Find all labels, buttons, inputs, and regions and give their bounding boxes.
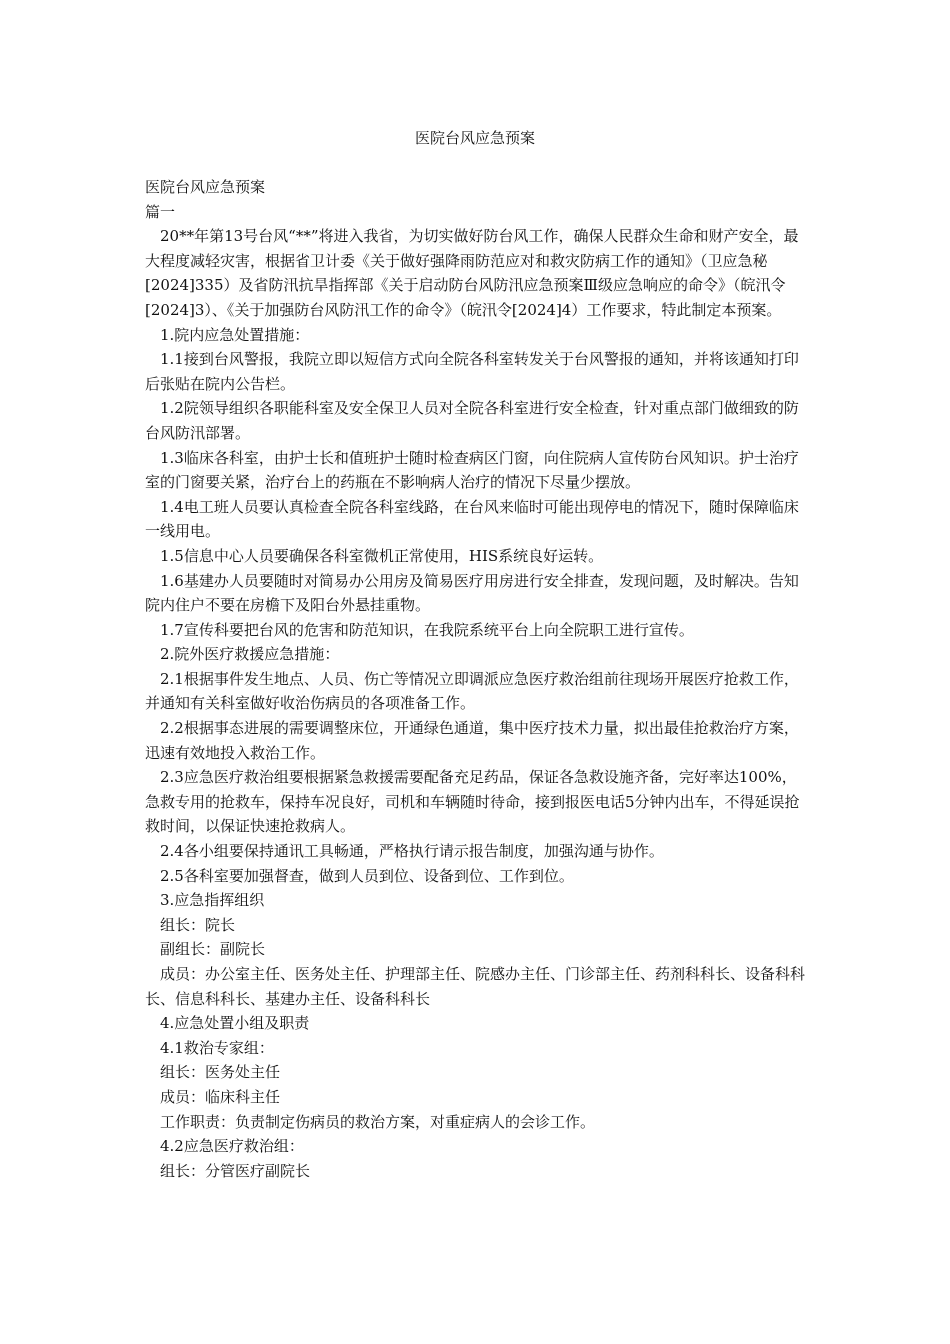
paragraph: 组长：院长 bbox=[160, 915, 236, 934]
paragraph: 4.2应急医疗救治组： bbox=[160, 1137, 304, 1156]
paragraph: 组长：医务处主任 bbox=[160, 1063, 281, 1082]
paragraph: 20**年第13号台风“**”将进入我省，为切实做好防台风工作，确保人民群众生命和财产安全，最大程度减轻灾害，根据省卫计委《关于做好强降雨防范应对和救灾防病工作的通知》（卫应急秘[2024]335）及省防汛抗旱指挥部《关于启动防台风防汛应急预案Ⅲ级应急响应的命令》（皖汛令[2024]3）、《关于加强防台风防汛工作的命令》（皖汛令[2024]4）工作要求，特此制定本预案。 bbox=[145, 227, 799, 319]
paragraph: 1.3临床各科室，由护士长和值班护士随时检查病区门窗，向住院病人宣传防台风知识。护士治疗室的门窗要关紧，治疗台上的药瓶在不影响病人治疗的情况下尽量少摆放。 bbox=[145, 448, 799, 492]
paragraph: 成员：办公室主任、医务处主任、护理部主任、院感办主任、门诊部主任、药剂科科长、设备科科长、信息科科长、基建办主任、设备科科长 bbox=[145, 965, 806, 1008]
paragraph: 1.5信息中心人员要确保各科室微机正常使用，HIS系统良好运转。 bbox=[160, 546, 604, 565]
section-heading: 2.院外医疗救援应急措施： bbox=[160, 645, 340, 664]
paragraph: 2.4各小组要保持通讯工具畅通，严格执行请示报告制度，加强沟通与协作。 bbox=[160, 842, 664, 861]
paragraph: 1.4电工班人员要认真检查全院各科室线路，在台风来临时可能出现停电的情况下，随时保障临床一线用电。 bbox=[145, 497, 799, 541]
document-heading: 医院台风应急预案 bbox=[145, 178, 266, 196]
paragraph: 成员：临床科主任 bbox=[160, 1087, 281, 1106]
paragraph: 1.7宣传科要把台风的危害和防范知识，在我院系统平台上向全院职工进行宣传。 bbox=[160, 620, 694, 639]
paragraph: 组长：分管医疗副院长 bbox=[160, 1161, 311, 1180]
paragraph: 2.2根据事态进展的需要调整床位，开通绿色通道，集中医疗技术力量，拟出最佳抢救治疗方案，迅速有效地投入救治工作。 bbox=[145, 719, 799, 762]
paragraph: 1.6基建办人员要随时对简易办公用房及简易医疗用房进行安全排查，发现问题，及时解决。告知院内住户不要在房檐下及阳台外悬挂重物。 bbox=[145, 571, 799, 615]
paragraph: 2.5各科室要加强督查，做到人员到位、设备到位、工作到位。 bbox=[160, 866, 574, 885]
section-heading: 3.应急指挥组织 bbox=[160, 891, 265, 910]
paragraph: 4.1救治专家组： bbox=[160, 1038, 274, 1057]
document-body bbox=[145, 175, 810, 1183]
section-heading: 4.应急处置小组及职责 bbox=[160, 1014, 310, 1033]
paragraph: 2.1根据事件发生地点、人员、伤亡等情况立即调派应急医疗救治组前往现场开展医疗抢救工作，并通知有关科室做好收治伤病员的各项准备工作。 bbox=[145, 669, 799, 713]
paragraph: 工作职责：负责制定伤病员的救治方案，对重症病人的会诊工作。 bbox=[160, 1112, 596, 1131]
paragraph: 1.2院领导组织各职能科室及安全保卫人员对全院各科室进行安全检查，针对重点部门做细致的防台风防汛部署。 bbox=[145, 399, 799, 442]
paragraph: 2.3应急医疗救治组要根据紧急救援需要配备充足药品，保证各急救设施齐备，完好率达100%，急救专用的抢救车，保持车况良好，司机和车辆随时待命，接到报医电话5分钟内出车，不得延误抢救时间，以保证快速抢救病人。 bbox=[145, 768, 800, 836]
paragraph: 1.1接到台风警报，我院立即以短信方式向全院各科室转发关于台风警报的通知，并将该通知打印后张贴在院内公告栏。 bbox=[145, 350, 799, 393]
paragraph: 副组长：副院长 bbox=[160, 940, 266, 959]
part-label: 篇一 bbox=[145, 202, 176, 221]
section-heading: 1.院内应急处置措施： bbox=[160, 325, 310, 344]
page-title: 医院台风应急预案 bbox=[414, 129, 535, 147]
